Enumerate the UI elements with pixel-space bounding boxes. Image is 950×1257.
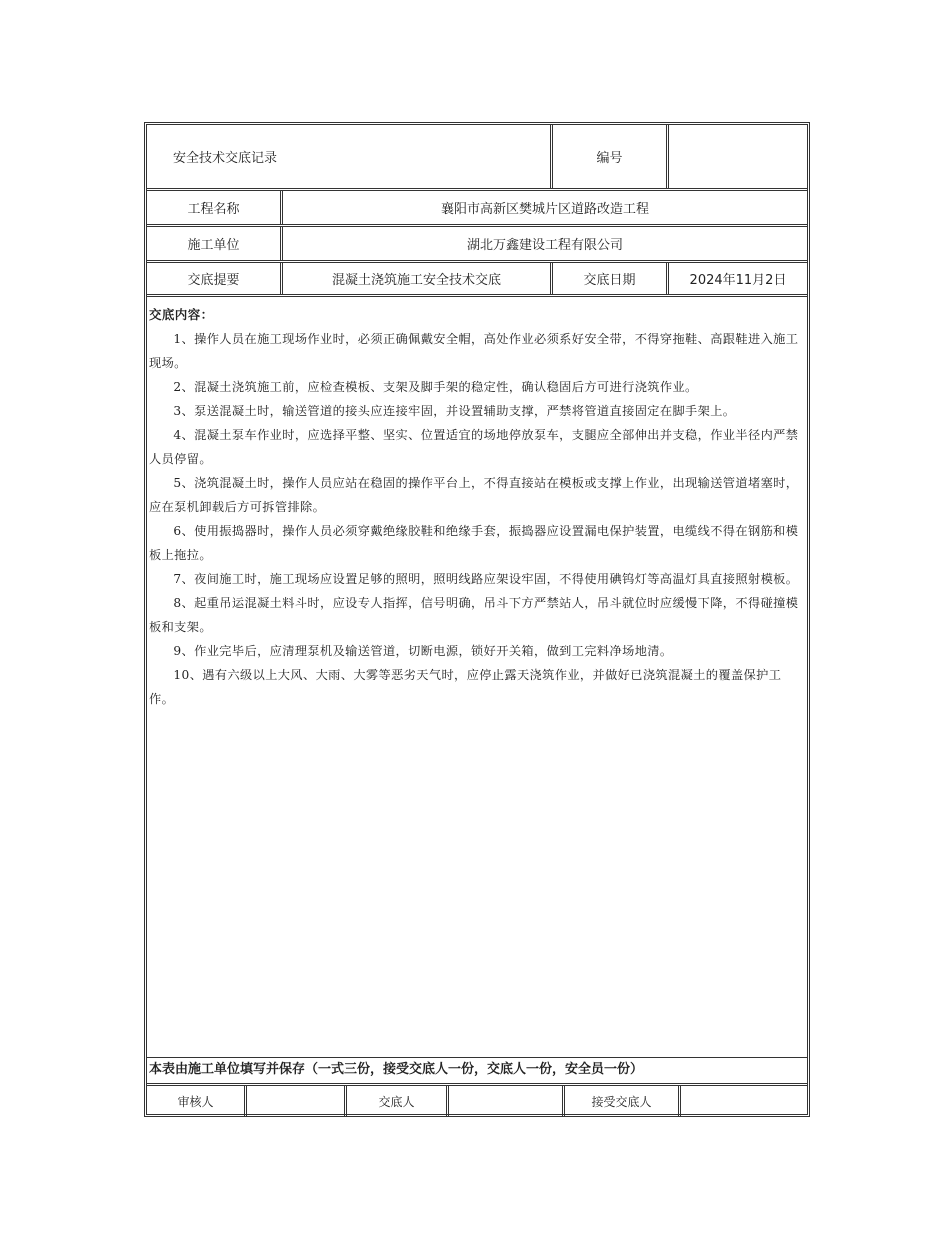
discloser-label: 交底人 [347, 1086, 449, 1116]
content-heading: 交底内容： [149, 307, 214, 322]
form-title: 安全技术交底记录 [147, 125, 553, 188]
project-value: 襄阳市高新区樊城片区道路改造工程 [440, 202, 649, 217]
project-row [147, 191, 807, 227]
safety-disclosure-form [144, 122, 810, 1117]
date-label: 交底日期 [553, 263, 669, 294]
contractor-value: 湖北万鑫建设工程有限公司 [466, 238, 623, 253]
content-paragraph: 9、作业完毕后，应清理泵机及输送管道，切断电源，锁好开关箱，做到工完料净场地清。 [173, 644, 673, 658]
content-paragraph: 8、起重吊运混凝土料斗时，应设专人指挥，信号明确，吊斗下方严禁站人，吊斗就位时应缓慢下降，不得碰撞模板和支架。 [149, 596, 799, 634]
content-paragraph: 3、泵送混凝土时，输送管道的接头应连接牢固，并设置辅助支撑，严禁将管道直接固定在脚手架上。 [173, 404, 736, 418]
content-paragraph: 2、混凝土浇筑施工前，应检查模板、支架及脚手架的稳定性，确认稳固后方可进行浇筑作业。 [173, 380, 698, 394]
receiver-signature[interactable] [681, 1086, 807, 1116]
contractor-label: 施工单位 [147, 227, 283, 260]
project-label: 工程名称 [147, 191, 283, 224]
receiver-label: 接受交底人 [565, 1086, 681, 1116]
retention-note: 本表由施工单位填写并保存（一式三份，接受交底人一份，交底人一份，安全员一份） [147, 1057, 807, 1079]
summary-row [147, 263, 807, 297]
date-value: 2024年11月2日 [689, 273, 787, 288]
content-paragraph: 4、混凝土泵车作业时，应选择平整、坚实、位置适宜的场地停放泵车，支腿应全部伸出并支稳，作业半径内严禁人员停留。 [149, 428, 799, 466]
number-value [669, 125, 807, 188]
disclosure-content [147, 299, 807, 1049]
content-paragraph: 6、使用振捣器时，操作人员必须穿戴绝缘胶鞋和绝缘手套，振捣器应设置漏电保护装置，电缆线不得在钢筋和模板上拖拉。 [149, 524, 799, 562]
content-paragraph: 10、遇有六级以上大风、大雨、大雾等恶劣天气时，应停止露天浇筑作业，并做好已浇筑混凝土的覆盖保护工作。 [149, 668, 782, 706]
summary-value: 混凝土浇筑施工安全技术交底 [283, 263, 553, 294]
contractor-row [147, 227, 807, 263]
discloser-signature[interactable] [449, 1086, 565, 1116]
reviewer-label: 审核人 [147, 1086, 247, 1116]
title-row [147, 125, 807, 191]
content-paragraph: 5、浇筑混凝土时，操作人员应站在稳固的操作平台上，不得直接站在模板或支撑上作业，出现输送管道堵塞时，应在泵机卸载后方可拆管排除。 [149, 476, 799, 514]
reviewer-signature[interactable] [247, 1086, 347, 1116]
signature-row [147, 1083, 807, 1116]
content-paragraph: 1、操作人员在施工现场作业时，必须正确佩戴安全帽，高处作业必须系好安全带，不得穿拖鞋、高跟鞋进入施工现场。 [149, 332, 799, 370]
content-paragraph: 7、夜间施工时，施工现场应设置足够的照明，照明线路应架设牢固，不得使用碘钨灯等高温灯具直接照射模板。 [173, 572, 799, 586]
number-label: 编号 [553, 125, 669, 188]
summary-label: 交底提要 [147, 263, 283, 294]
